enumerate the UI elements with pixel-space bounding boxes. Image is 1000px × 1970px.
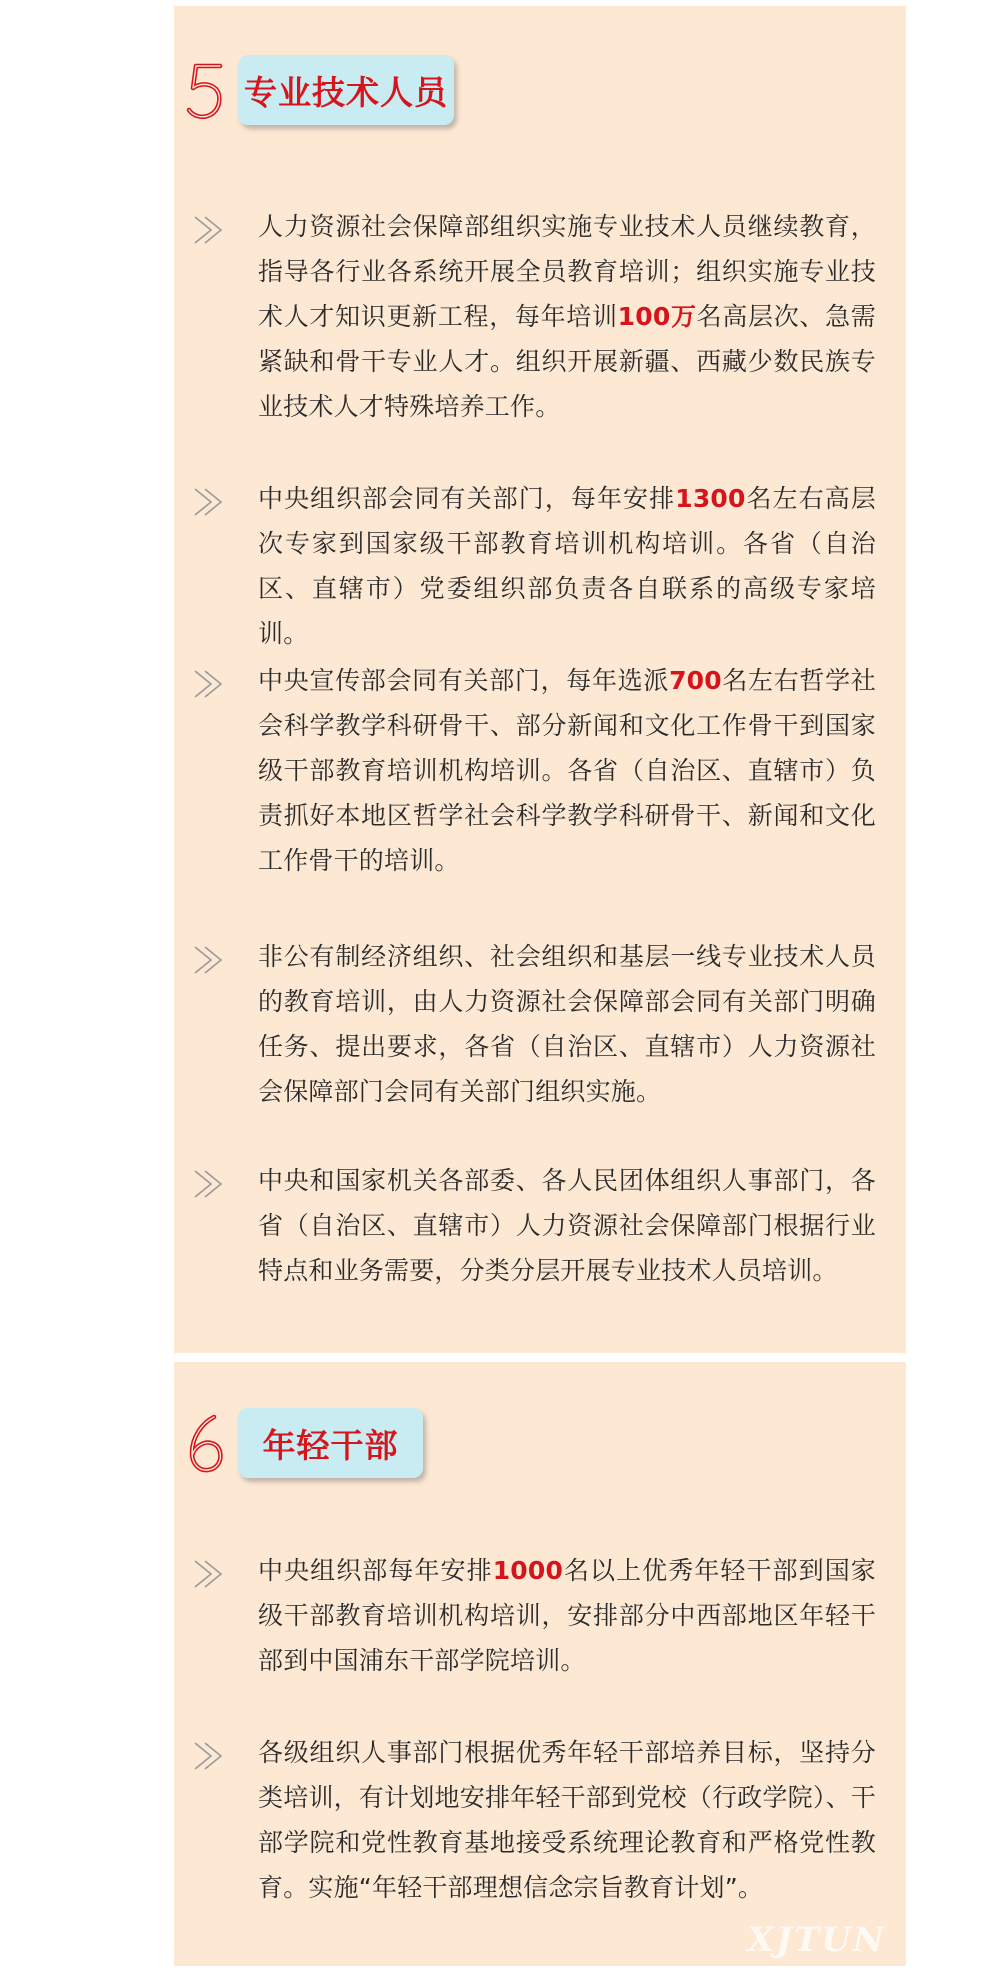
watermark: XJTUN <box>747 1920 886 1960</box>
paragraph: 人力资源社会保障部组织实施专业技术人员继续教育，指导各行业各系统开展全员教育培训；组织实施专业技术人才知识更新工程，每年培训100万名高层次、急需紧缺和骨干专业人才。组织开展新疆、西藏少数民族专业技术人才特殊培养工作。 <box>258 212 876 421</box>
section-number-5-icon <box>184 58 228 122</box>
double-chevron-right-icon <box>192 486 226 518</box>
paragraph: 中央组织部会同有关部门，每年安排1300名左右高层次专家到国家级干部教育培训机构培训。各省（自治区、直辖市）党委组织部负责各自联系的高级专家培训。 <box>258 484 876 648</box>
double-chevron-right-icon <box>192 1740 226 1772</box>
paragraph: 各级组织人事部门根据优秀年轻干部培养目标，坚持分类培训，有计划地安排年轻干部到党校（行政学院）、干部学院和党性教育基地接受系统理论教育和严格党性教育。实施“年轻干部理想信念宗旨教育计划”。 <box>258 1738 876 1902</box>
double-chevron-right-icon <box>192 944 226 976</box>
section-header <box>184 1407 423 1479</box>
double-chevron-right-icon <box>192 668 226 700</box>
double-chevron-right-icon <box>192 1558 226 1590</box>
section-header <box>184 54 454 126</box>
section-panel-6 <box>174 1362 906 1966</box>
section-title: 专业技术人员 <box>238 55 454 125</box>
paragraph: 中央宣传部会同有关部门，每年选派700名左右哲学社会科学教学科研骨干、部分新闻和文化工作骨干到国家级干部教育培训机构培训。各省（自治区、直辖市）负责抓好本地区哲学社会科学教学科研骨干、新闻和文化工作骨干的培训。 <box>258 666 877 875</box>
paragraph: 中央和国家机关各部委、各人民团体组织人事部门，各省（自治区、直辖市）人力资源社会保障部门根据行业特点和业务需要，分类分层开展专业技术人员培训。 <box>258 1166 876 1285</box>
double-chevron-right-icon <box>192 1168 226 1200</box>
section-panel-5 <box>174 6 906 1353</box>
double-chevron-right-icon <box>192 214 226 246</box>
paragraph: 非公有制经济组织、社会组织和基层一线专业技术人员的教育培训，由人力资源社会保障部会同有关部门明确任务、提出要求，各省（自治区、直辖市）人力资源社会保障部门会同有关部门组织实施。 <box>258 942 876 1106</box>
paragraph: 中央组织部每年安排1000名以上优秀年轻干部到国家级干部教育培训机构培训，安排部分中西部地区年轻干部到中国浦东干部学院培训。 <box>258 1556 876 1675</box>
section-title: 年轻干部 <box>238 1408 423 1478</box>
section-number-6-icon <box>184 1411 228 1475</box>
